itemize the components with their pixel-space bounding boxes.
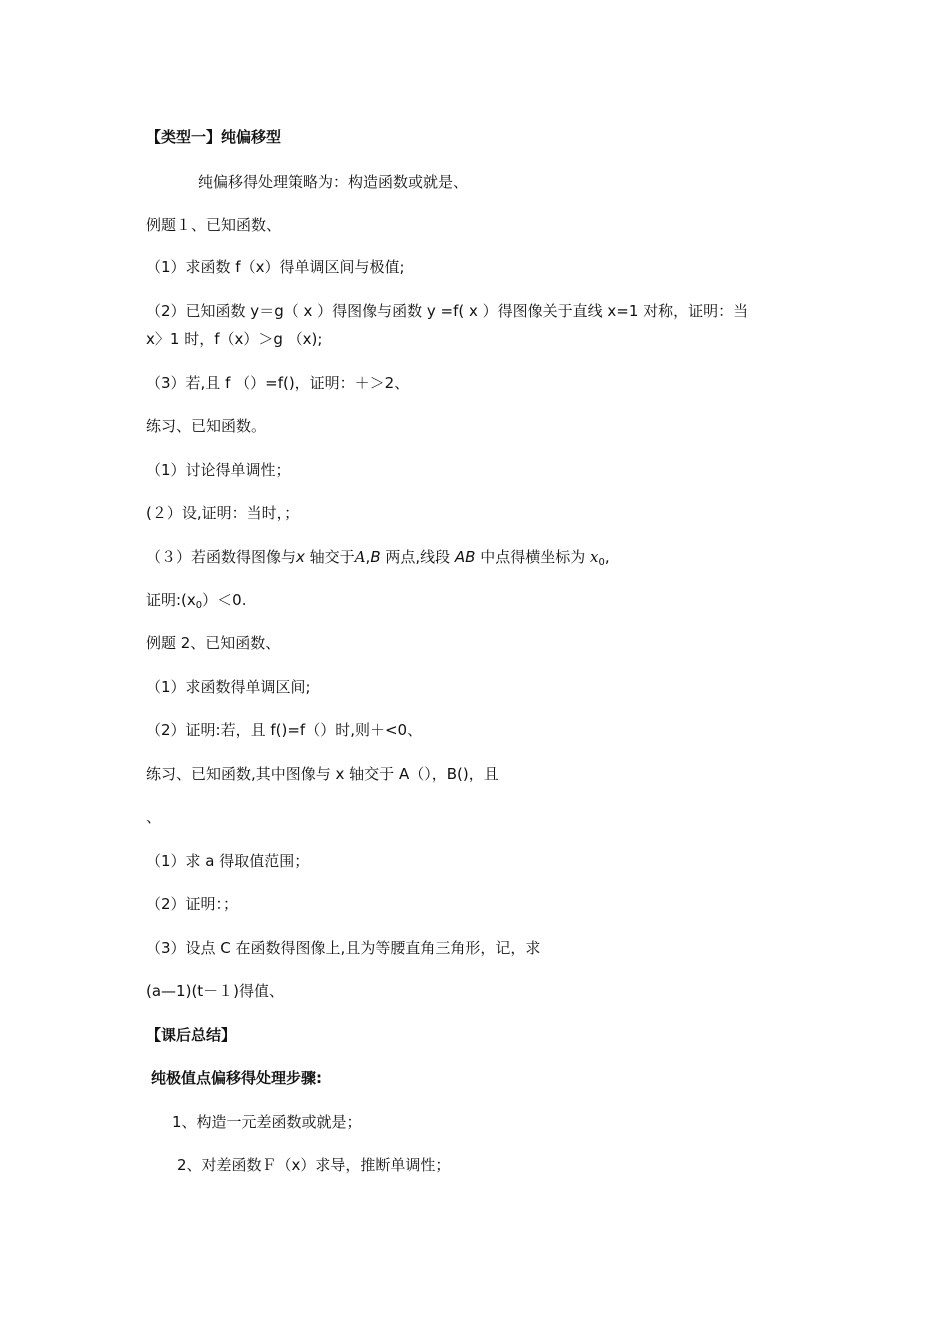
example-1-question-1: （1）求函数 f（x）得单调区间与极值; — [146, 258, 405, 276]
section-heading-type-one: 【类型一】纯偏移型 — [146, 128, 282, 146]
summary-heading: 【课后总结】 — [146, 1026, 237, 1044]
q3-text-a: （３）若函数得图像与 — [146, 548, 297, 566]
q3-point-a: A — [354, 548, 366, 566]
practice-2-continuation: 、 — [146, 808, 162, 826]
example-2-title: 例题 2、已知函数、 — [146, 634, 281, 652]
practice-1-proof — [146, 590, 246, 616]
q3-text-d: 两点,线段 — [380, 548, 455, 566]
practice-2-question-3-continuation: (a—1)(t－１)得值、 — [146, 982, 285, 1000]
q3-text-e: 中点得横坐标为 — [475, 548, 591, 566]
example-1-question-2-line-2: x〉1 时，f（x）＞g （x); — [146, 330, 323, 348]
q3-text-b: 轴交于 — [304, 548, 355, 566]
practice-1-question-1: （1）讨论得单调性； — [146, 461, 291, 479]
q3-text-f: , — [604, 548, 610, 566]
example-1-title: 例题１、已知函数、 — [146, 216, 282, 234]
example-2-question-2: （2）证明:若，且 f()=f（）时,则＋<0、 — [146, 721, 423, 739]
proof-text-a: 证明:(x — [146, 591, 196, 609]
practice-2-question-3: （3）设点 C 在函数得图像上,且为等腰直角三角形，记，求 — [146, 939, 541, 957]
practice-2-title: 练习、已知函数,其中图像与 x 轴交于 A（），B()，且 — [146, 765, 499, 783]
summary-step-2: 2、对差函数Ｆ（x）求导，推断单调性； — [177, 1156, 451, 1174]
practice-2-question-2: （2）证明：； — [146, 895, 239, 913]
summary-step-1: 1、构造一元差函数或就是； — [172, 1113, 362, 1131]
q3-text-c: , — [365, 548, 371, 566]
q3-var-x: x — [296, 548, 305, 566]
proof-subscript: 0 — [195, 600, 203, 611]
summary-subheading: 纯极值点偏移得处理步骤: — [151, 1069, 322, 1087]
practice-2-question-1: （1）求 a 得取值范围； — [146, 852, 310, 870]
practice-1-title: 练习、已知函数。 — [146, 417, 267, 435]
example-2-question-1: （1）求函数得单调区间; — [146, 678, 311, 696]
q3-var-x0-subscript: 0 — [598, 557, 605, 568]
intro-paragraph: 纯偏移得处理策略为：构造函数或就是、 — [198, 173, 469, 191]
proof-text-b: ）＜0. — [202, 591, 247, 609]
q3-var-x0: x — [590, 548, 599, 566]
practice-1-question-3 — [146, 547, 610, 573]
practice-1-question-2: (２）设,证明：当时，； — [146, 504, 300, 522]
example-1-question-2-line-1: （2）已知函数 y＝g（ x ）得图像与函数 y =f( x ）得图像关于直线 x=1 对称，证明：当 — [146, 302, 749, 320]
q3-segment-ab: AB — [454, 548, 476, 566]
q3-point-b: B — [370, 548, 381, 566]
example-1-question-3: （3）若,且 f （）=f()，证明：＋＞2、 — [146, 374, 410, 392]
